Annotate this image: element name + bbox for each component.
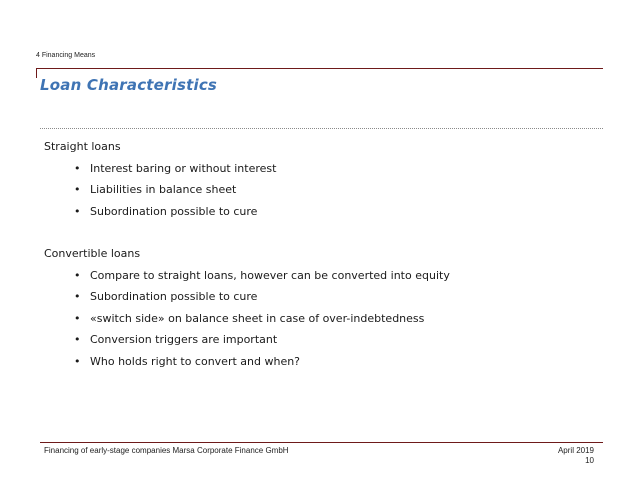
list-item-text: Who holds right to convert and when?	[90, 354, 301, 368]
top-rule	[36, 68, 603, 69]
section-heading-straight-loans: Straight loans	[44, 140, 121, 153]
list-item	[74, 286, 604, 308]
bullet-icon: •	[74, 268, 81, 282]
slide-content	[44, 136, 604, 372]
bullet-icon: •	[74, 290, 81, 303]
list-item	[74, 201, 604, 223]
spacer	[44, 222, 604, 243]
list-item	[74, 308, 604, 330]
bullet-icon: •	[74, 354, 81, 368]
convertible-loans-list	[44, 265, 604, 373]
list-item-text: Subordination possible to cure	[90, 290, 258, 303]
bullet-icon: •	[74, 311, 81, 325]
page-number: 10	[585, 456, 594, 465]
footer-company: Financing of early-stage companies Marsa Corporate Finance GmbH	[44, 446, 289, 455]
list-item-text: Liabilities in balance sheet	[90, 183, 237, 196]
bullet-icon: •	[74, 333, 81, 346]
section-label: 4 Financing Means	[36, 52, 96, 59]
list-item	[74, 351, 604, 373]
page-title: Loan Characteristics	[40, 76, 218, 94]
bullet-icon: •	[74, 204, 81, 218]
bullet-icon: •	[74, 161, 81, 175]
list-item	[74, 265, 604, 287]
straight-loans-list	[44, 158, 604, 223]
list-item-text: Interest baring or without interest	[90, 161, 277, 175]
list-item-text: Compare to straight loans, however can be converted into equity	[90, 268, 450, 282]
bullet-icon: •	[74, 183, 81, 196]
list-item-text: Subordination possible to cure	[90, 204, 258, 218]
list-item-text: Conversion triggers are important	[90, 333, 278, 346]
footer-date: April 2019	[557, 446, 594, 455]
footer-rule	[40, 442, 603, 443]
list-item	[74, 158, 604, 180]
title-divider	[40, 128, 603, 129]
list-item	[74, 329, 604, 351]
top-rule-tick	[36, 68, 37, 78]
list-item	[74, 179, 604, 201]
list-item-text: «switch side» on balance sheet in case of over-indebtedness	[90, 311, 425, 325]
section-heading-convertible-loans: Convertible loans	[44, 247, 141, 260]
